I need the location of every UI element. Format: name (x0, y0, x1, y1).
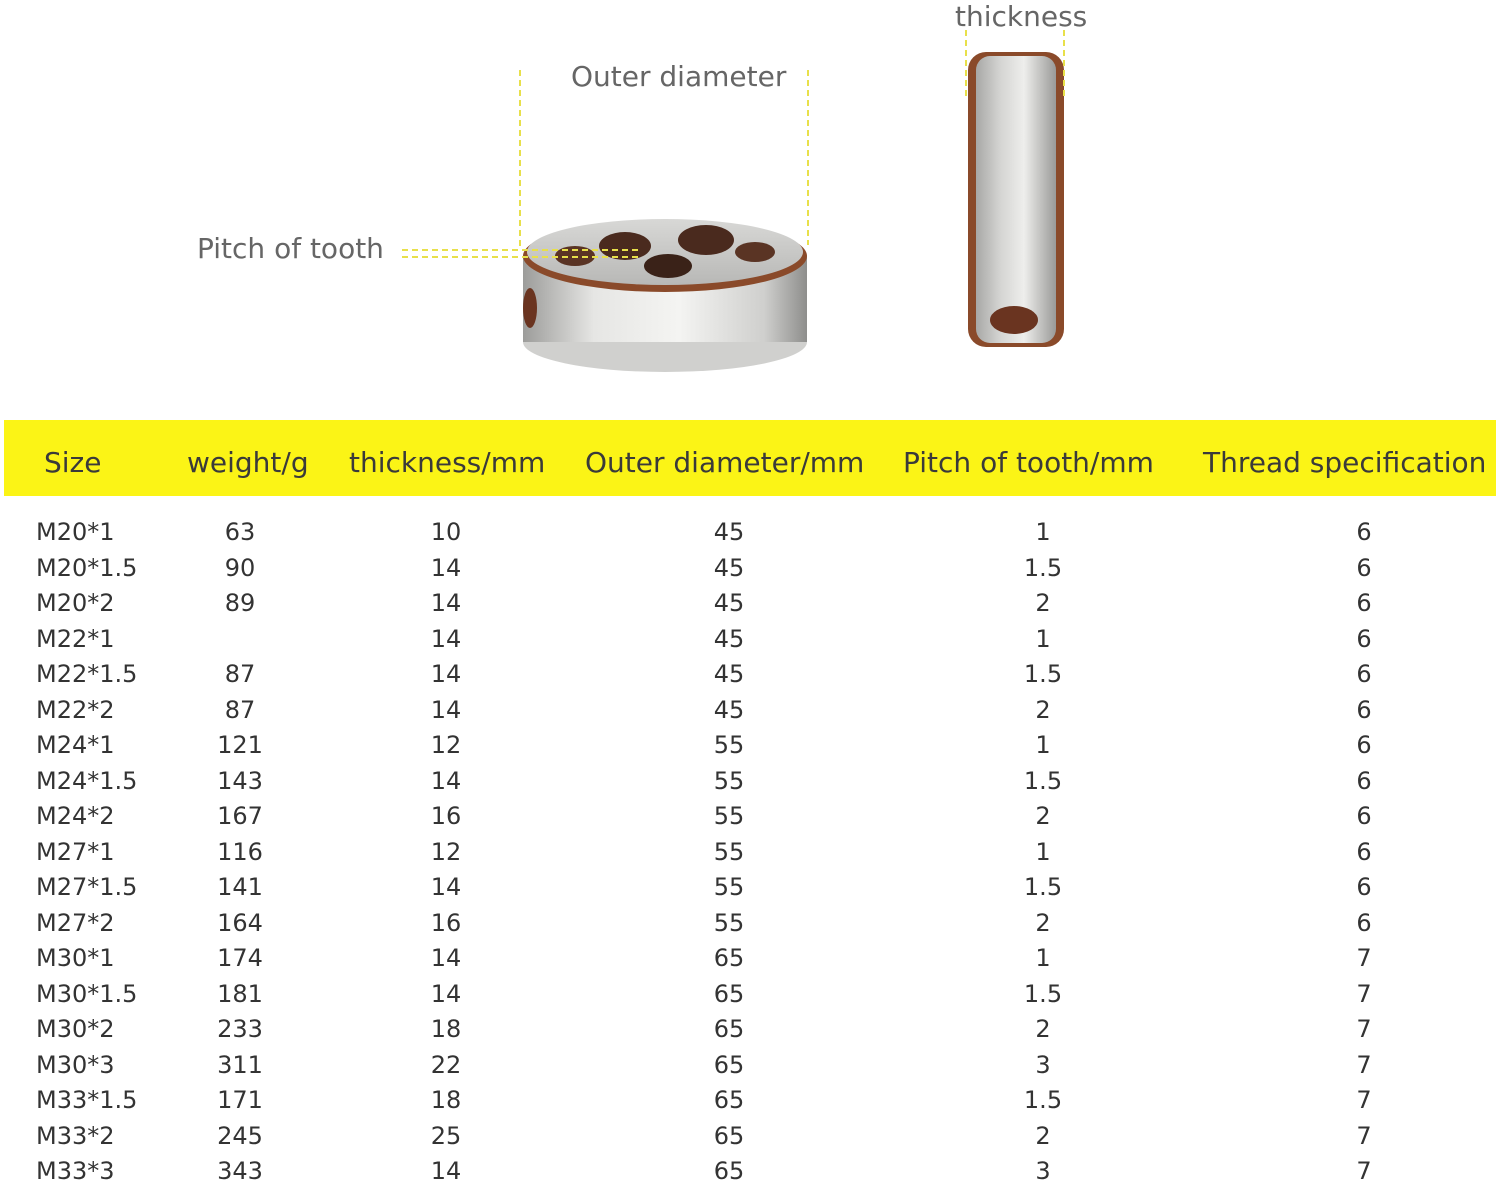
cell-thickness: 14 (430, 695, 462, 724)
cell-weight: 167 (217, 802, 263, 830)
cell-outer-diameter: 55 (713, 873, 745, 901)
cell-pitch-of-tooth: 1 (1035, 837, 1051, 866)
cell-size: M33*1.5 (36, 1086, 138, 1114)
cell-outer-diameter: 45 (713, 518, 745, 546)
cell-size: M27*1.5 (36, 873, 138, 901)
table-row (0, 1154, 1500, 1189)
cell-size: M22*1 (36, 624, 115, 653)
cell-thread-specification: 6 (1356, 589, 1372, 617)
cell-thread-specification: 6 (1356, 695, 1372, 724)
cell-pitch-of-tooth: 3 (1035, 1157, 1051, 1185)
table-row (0, 1119, 1500, 1154)
cell-thread-specification: 7 (1356, 1121, 1372, 1150)
cell-size: M24*2 (36, 802, 115, 830)
cell-size: M22*2 (36, 695, 115, 724)
cell-weight: 121 (217, 731, 263, 759)
cell-weight: 164 (217, 908, 263, 937)
cell-outer-diameter: 65 (713, 1157, 745, 1185)
table-row (0, 728, 1500, 763)
cell-thickness: 14 (430, 766, 462, 795)
cell-thread-specification: 6 (1356, 802, 1372, 830)
cell-thread-specification: 7 (1356, 1015, 1372, 1043)
cell-outer-diameter: 65 (713, 1015, 745, 1043)
table-row (0, 764, 1500, 799)
cell-size: M33*3 (36, 1157, 115, 1185)
cell-pitch-of-tooth: 1.5 (1023, 660, 1063, 688)
cell-outer-diameter: 55 (713, 766, 745, 795)
table-row (0, 799, 1500, 834)
cell-pitch-of-tooth: 2 (1035, 802, 1051, 830)
table-header (4, 420, 1496, 496)
cell-outer-diameter: 65 (713, 1121, 745, 1150)
table-row (0, 551, 1500, 586)
cell-thread-specification: 6 (1356, 908, 1372, 937)
cell-pitch-of-tooth: 3 (1035, 1050, 1051, 1079)
cell-thickness: 14 (430, 979, 462, 1008)
cell-size: M30*1.5 (36, 979, 138, 1008)
header-thickness: thickness/mm (349, 446, 546, 479)
cell-outer-diameter: 55 (713, 731, 745, 759)
cell-thickness: 22 (430, 1050, 462, 1079)
cell-thread-specification: 7 (1356, 1157, 1372, 1185)
cell-size: M30*2 (36, 1015, 115, 1043)
cell-weight: 87 (224, 660, 256, 688)
cell-outer-diameter: 45 (713, 553, 745, 582)
cell-outer-diameter: 55 (713, 837, 745, 866)
table-row (0, 693, 1500, 728)
cell-thread-specification: 6 (1356, 731, 1372, 759)
table-row (0, 870, 1500, 905)
table-row (0, 1048, 1500, 1083)
cell-thickness: 10 (430, 518, 462, 546)
cell-size: M24*1 (36, 731, 115, 759)
cell-outer-diameter: 45 (713, 695, 745, 724)
cell-thickness: 16 (430, 908, 462, 937)
cell-weight: 87 (224, 695, 256, 724)
round-die-flat (523, 219, 807, 372)
table-row (0, 906, 1500, 941)
cell-thread-specification: 6 (1356, 837, 1372, 866)
cell-size: M20*2 (36, 589, 115, 617)
cell-thickness: 12 (430, 731, 462, 759)
cell-thread-specification: 6 (1356, 873, 1372, 901)
cell-size: M27*2 (36, 908, 115, 937)
cell-thickness: 25 (430, 1121, 462, 1150)
header-thread-specification: Thread specification (1203, 446, 1487, 479)
cell-pitch-of-tooth: 1.5 (1023, 873, 1063, 901)
cell-pitch-of-tooth: 1.5 (1023, 979, 1063, 1008)
cell-size: M20*1.5 (36, 553, 138, 582)
cell-thread-specification: 7 (1356, 979, 1372, 1008)
cell-thickness: 14 (430, 589, 462, 617)
cell-pitch-of-tooth: 1 (1035, 731, 1051, 759)
cell-thread-specification: 7 (1356, 1050, 1372, 1079)
header-size: Size (44, 446, 102, 479)
cell-thread-specification: 7 (1356, 944, 1372, 972)
table-row (0, 977, 1500, 1012)
cell-size: M24*1.5 (36, 766, 138, 795)
cell-outer-diameter: 45 (713, 589, 745, 617)
cell-thread-specification: 6 (1356, 660, 1372, 688)
cell-weight: 343 (217, 1157, 263, 1185)
round-die-edge (968, 52, 1064, 347)
cell-size: M33*2 (36, 1121, 115, 1150)
table-row (0, 1012, 1500, 1047)
cell-thread-specification: 7 (1356, 1086, 1372, 1114)
cell-thickness: 14 (430, 553, 462, 582)
cell-outer-diameter: 65 (713, 944, 745, 972)
cell-thickness: 14 (430, 660, 462, 688)
cell-thickness: 18 (430, 1015, 462, 1043)
cell-size: M30*1 (36, 944, 115, 972)
table-row (0, 941, 1500, 976)
cell-thickness: 14 (430, 624, 462, 653)
cell-weight: 174 (217, 944, 263, 972)
cell-outer-diameter: 65 (713, 979, 745, 1008)
cell-weight: 143 (217, 766, 263, 795)
table-row (0, 515, 1500, 550)
cell-outer-diameter: 45 (713, 624, 745, 653)
cell-pitch-of-tooth: 1 (1035, 944, 1051, 972)
table-row (0, 586, 1500, 621)
product-figure (0, 0, 1500, 410)
cell-size: M22*1.5 (36, 660, 138, 688)
cell-weight: 141 (217, 873, 263, 901)
cell-thickness: 14 (430, 1157, 462, 1185)
cell-outer-diameter: 55 (713, 908, 745, 937)
cell-thread-specification: 6 (1356, 624, 1372, 653)
pitch-of-tooth-label: Pitch of tooth (197, 232, 384, 265)
cell-thread-specification: 6 (1356, 518, 1372, 546)
cell-pitch-of-tooth: 1 (1035, 624, 1051, 653)
cell-size: M27*1 (36, 837, 115, 866)
cell-outer-diameter: 45 (713, 660, 745, 688)
cell-pitch-of-tooth: 2 (1035, 1121, 1051, 1150)
cell-weight: 63 (224, 518, 256, 546)
cell-weight: 181 (217, 979, 263, 1008)
cell-outer-diameter: 65 (713, 1050, 745, 1079)
cell-outer-diameter: 55 (713, 802, 745, 830)
cell-weight: 89 (224, 589, 256, 617)
header-weight: weight/g (187, 446, 309, 479)
table-row (0, 622, 1500, 657)
cell-pitch-of-tooth: 1.5 (1023, 553, 1063, 582)
cell-weight: 116 (217, 837, 263, 866)
cell-pitch-of-tooth: 2 (1035, 589, 1051, 617)
cell-thickness: 14 (430, 944, 462, 972)
cell-pitch-of-tooth: 1.5 (1023, 1086, 1063, 1114)
cell-thread-specification: 6 (1356, 553, 1372, 582)
cell-weight: 171 (217, 1086, 263, 1114)
cell-size: M20*1 (36, 518, 115, 546)
thickness-label: thickness (955, 0, 1088, 33)
cell-weight: 233 (217, 1015, 263, 1043)
cell-size: M30*3 (36, 1050, 115, 1079)
cell-thread-specification: 6 (1356, 766, 1372, 795)
cell-pitch-of-tooth: 2 (1035, 908, 1051, 937)
header-pitch-of-tooth: Pitch of tooth/mm (903, 446, 1154, 479)
cell-thickness: 16 (430, 802, 462, 830)
cell-pitch-of-tooth: 1.5 (1023, 766, 1063, 795)
cell-outer-diameter: 65 (713, 1086, 745, 1114)
cell-thickness: 12 (430, 837, 462, 866)
outer-diameter-label: Outer diameter (571, 60, 787, 93)
table-row (0, 1083, 1500, 1118)
cell-weight: 245 (217, 1121, 263, 1150)
cell-weight: 311 (217, 1050, 263, 1079)
cell-thickness: 18 (430, 1086, 462, 1114)
cell-weight: 90 (224, 553, 256, 582)
header-outer-diameter: Outer diameter/mm (585, 446, 865, 479)
table-row (0, 835, 1500, 870)
cell-pitch-of-tooth: 2 (1035, 695, 1051, 724)
cell-pitch-of-tooth: 2 (1035, 1015, 1051, 1043)
table-row (0, 657, 1500, 692)
cell-thickness: 14 (430, 873, 462, 901)
cell-pitch-of-tooth: 1 (1035, 518, 1051, 546)
